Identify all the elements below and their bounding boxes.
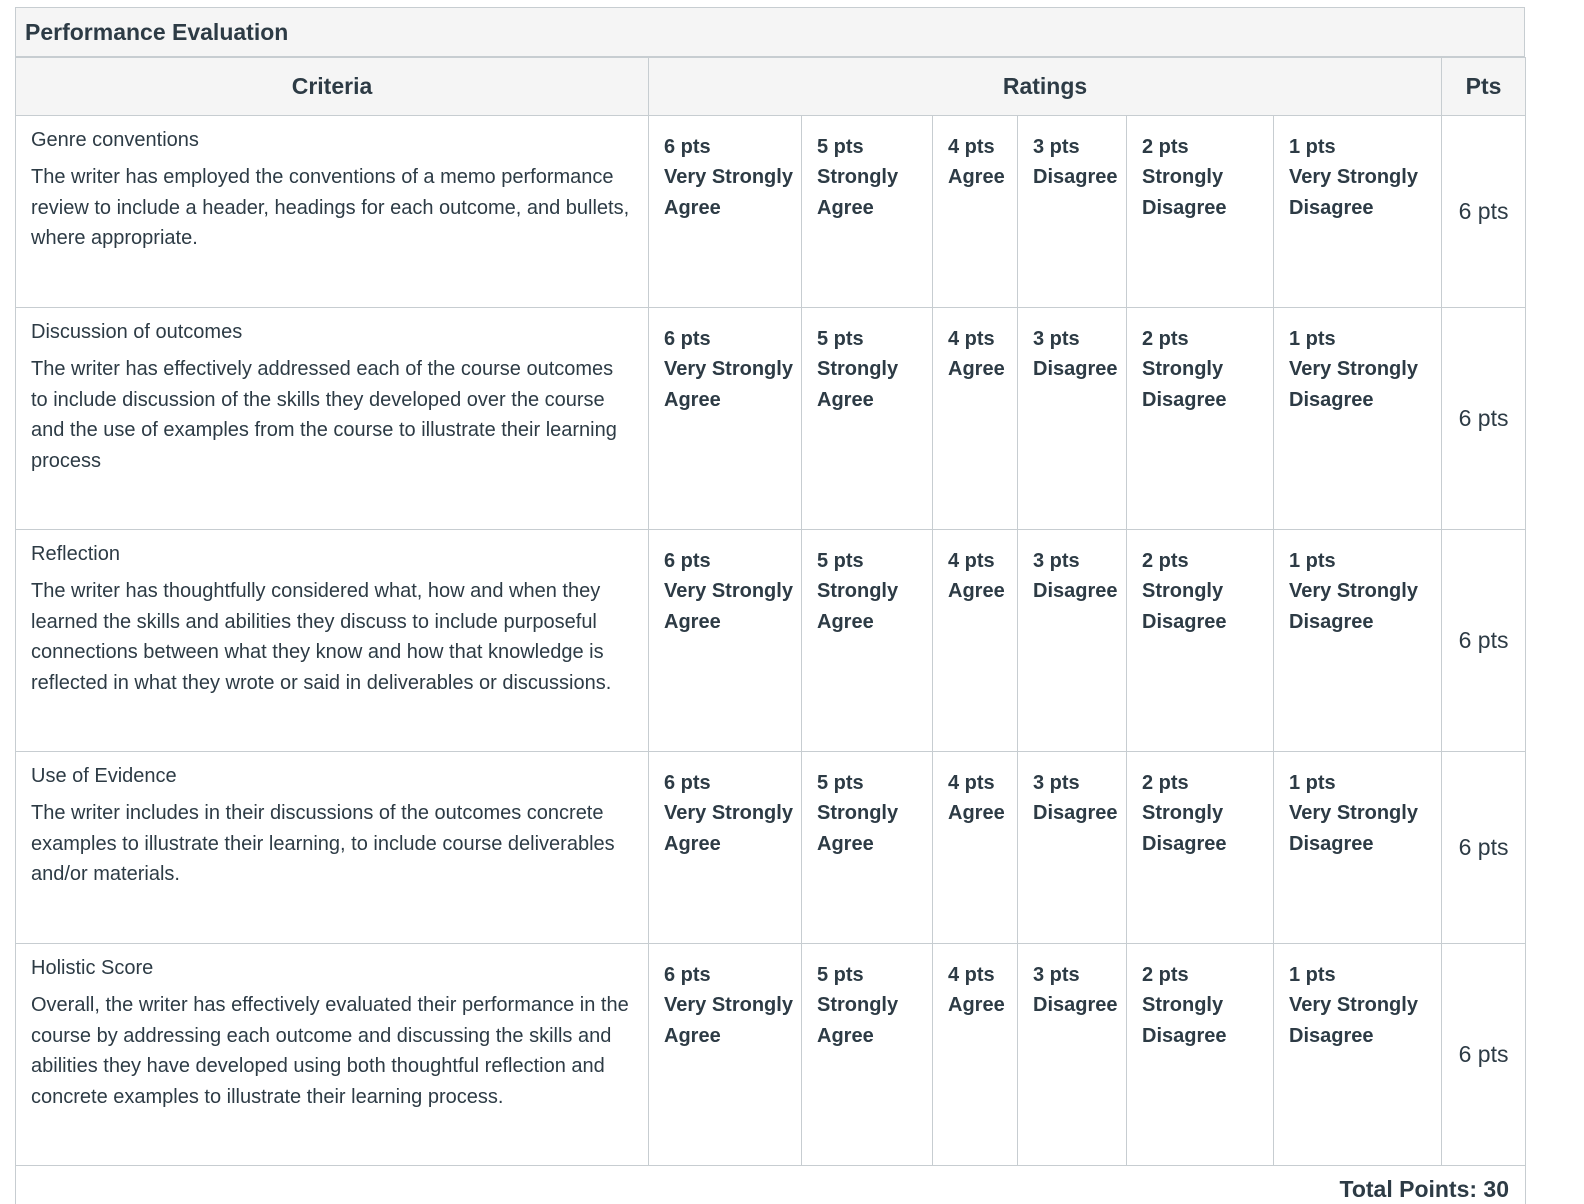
criterion-name: Use of Evidence [31,762,634,790]
rating-cell[interactable] [1018,530,1127,752]
rating-cell[interactable] [649,752,802,944]
rating-cell[interactable] [1274,308,1442,530]
header-row [16,58,1526,116]
rating-description: Strongly Disagree [1142,576,1267,637]
rating-description: Very Strongly Disagree [1289,354,1435,415]
rating-cell[interactable] [933,944,1018,1166]
rating-description: Very Strongly Disagree [1289,798,1435,859]
criterion-points-cell [1442,308,1526,530]
criterion-name: Reflection [31,540,634,568]
rating-description: Very Strongly Agree [664,798,795,859]
criterion-row [16,752,1526,944]
rating-description: Agree [948,354,1011,385]
rating-points: 3 pts [1033,546,1120,576]
rating-points: 4 pts [948,960,1011,990]
criterion-points-cell [1442,752,1526,944]
rating-cell[interactable] [1127,752,1274,944]
criterion-points: 6 pts [1459,627,1509,654]
total-points: Total Points: 30 [1339,1174,1509,1204]
rating-cell[interactable] [1127,116,1274,308]
rating-points: 1 pts [1289,768,1435,798]
rating-description: Agree [948,990,1011,1021]
rating-points: 5 pts [817,324,926,354]
rating-points: 6 pts [664,768,795,798]
rating-description: Strongly Agree [817,576,926,637]
rating-points: 1 pts [1289,324,1435,354]
rating-cell[interactable] [802,944,933,1166]
rating-points: 3 pts [1033,132,1120,162]
rating-points: 5 pts [817,132,926,162]
rating-points: 3 pts [1033,768,1120,798]
rubric-table [15,57,1526,1204]
criterion-description: Overall, the writer has effectively evaluated their performance in the course by addressing each outcome and discussing the skills and abilities they have developed using both thoughtful reflection and concrete examples to illustrate their learning process. [31,990,634,1112]
rating-description: Very Strongly Disagree [1289,162,1435,223]
rating-cell[interactable] [649,308,802,530]
rating-description: Disagree [1033,990,1120,1021]
rating-cell[interactable] [1127,944,1274,1166]
rating-points: 6 pts [664,960,795,990]
rating-description: Disagree [1033,162,1120,193]
rating-description: Very Strongly Agree [664,354,795,415]
criterion-row [16,530,1526,752]
rating-cell[interactable] [933,116,1018,308]
rating-description: Strongly Agree [817,354,926,415]
rating-points: 4 pts [948,132,1011,162]
criterion-name: Holistic Score [31,954,634,982]
rating-points: 6 pts [664,546,795,576]
ratings-header: Ratings [649,58,1442,116]
rating-cell[interactable] [1274,116,1442,308]
rating-points: 2 pts [1142,768,1267,798]
criterion-name: Genre conventions [31,126,634,154]
rating-description: Agree [948,576,1011,607]
criterion-cell [16,944,649,1166]
criterion-points: 6 pts [1459,834,1509,861]
rating-description: Very Strongly Agree [664,990,795,1051]
rating-description: Strongly Disagree [1142,798,1267,859]
criterion-description: The writer has thoughtfully considered what, how and when they learned the skills and abilities they discuss to include purposeful connections between what they know and how that knowledge is reflected in what they wrote or said in deliverables or discussions. [31,576,634,698]
rating-points: 1 pts [1289,546,1435,576]
rating-cell[interactable] [1127,308,1274,530]
rating-cell[interactable] [802,116,933,308]
rating-cell[interactable] [649,530,802,752]
rating-cell[interactable] [802,308,933,530]
criterion-row [16,116,1526,308]
criterion-description: The writer has effectively addressed each of the course outcomes to include discussion of the skills they developed over the course and the use of examples from the course to illustrate their learning process [31,354,634,476]
rating-description: Disagree [1033,354,1120,385]
rating-cell[interactable] [1274,752,1442,944]
criterion-row [16,308,1526,530]
criterion-points-cell [1442,530,1526,752]
rubric-title: Performance Evaluation [15,7,1525,57]
rating-points: 2 pts [1142,324,1267,354]
rating-cell[interactable] [933,308,1018,530]
rating-description: Very Strongly Agree [664,576,795,637]
criterion-points: 6 pts [1459,405,1509,432]
rating-points: 5 pts [817,768,926,798]
criterion-description: The writer includes in their discussions of the outcomes concrete examples to illustrate their learning, to include course deliverables and/or materials. [31,798,634,890]
rating-points: 2 pts [1142,132,1267,162]
rating-description: Disagree [1033,576,1120,607]
rubric [15,7,1525,1204]
rating-points: 3 pts [1033,324,1120,354]
criterion-points: 6 pts [1459,1041,1509,1068]
rating-cell[interactable] [802,752,933,944]
criterion-row [16,944,1526,1166]
rating-points: 1 pts [1289,132,1435,162]
rating-description: Strongly Disagree [1142,990,1267,1051]
rating-description: Strongly Agree [817,990,926,1051]
criterion-cell [16,116,649,308]
rating-description: Very Strongly Disagree [1289,990,1435,1051]
criterion-points-cell [1442,944,1526,1166]
rating-points: 6 pts [664,132,795,162]
rating-cell[interactable] [1018,752,1127,944]
rating-cell[interactable] [1127,530,1274,752]
rating-cell[interactable] [802,530,933,752]
rating-cell[interactable] [1274,530,1442,752]
rating-points: 2 pts [1142,546,1267,576]
rating-cell[interactable] [1274,944,1442,1166]
criterion-points-cell [1442,116,1526,308]
rating-points: 4 pts [948,546,1011,576]
rating-description: Disagree [1033,798,1120,829]
criteria-header: Criteria [16,58,649,116]
rating-description: Very Strongly Disagree [1289,576,1435,637]
rating-points: 4 pts [948,768,1011,798]
criterion-cell [16,308,649,530]
rating-description: Strongly Disagree [1142,354,1267,415]
rating-cell[interactable] [1018,308,1127,530]
pts-header: Pts [1442,58,1526,116]
rating-description: Strongly Agree [817,798,926,859]
rating-points: 1 pts [1289,960,1435,990]
rating-description: Very Strongly Agree [664,162,795,223]
footer-row [16,1166,1526,1204]
rating-description: Strongly Disagree [1142,162,1267,223]
rating-points: 5 pts [817,960,926,990]
criterion-description: The writer has employed the conventions of a memo performance review to include a header, headings for each outcome, and bullets, where appropriate. [31,162,634,254]
criterion-points: 6 pts [1459,198,1509,225]
rating-cell[interactable] [933,752,1018,944]
criterion-cell [16,752,649,944]
rating-points: 3 pts [1033,960,1120,990]
rating-description: Agree [948,162,1011,193]
rating-description: Agree [948,798,1011,829]
rating-cell[interactable] [1018,116,1127,308]
rating-cell[interactable] [649,116,802,308]
rating-points: 2 pts [1142,960,1267,990]
rating-cell[interactable] [649,944,802,1166]
criterion-name: Discussion of outcomes [31,318,634,346]
rating-points: 6 pts [664,324,795,354]
criterion-cell [16,530,649,752]
rating-cell[interactable] [1018,944,1127,1166]
rating-points: 5 pts [817,546,926,576]
rating-description: Strongly Agree [817,162,926,223]
footer-cell [16,1166,1526,1204]
rating-points: 4 pts [948,324,1011,354]
rating-cell[interactable] [933,530,1018,752]
